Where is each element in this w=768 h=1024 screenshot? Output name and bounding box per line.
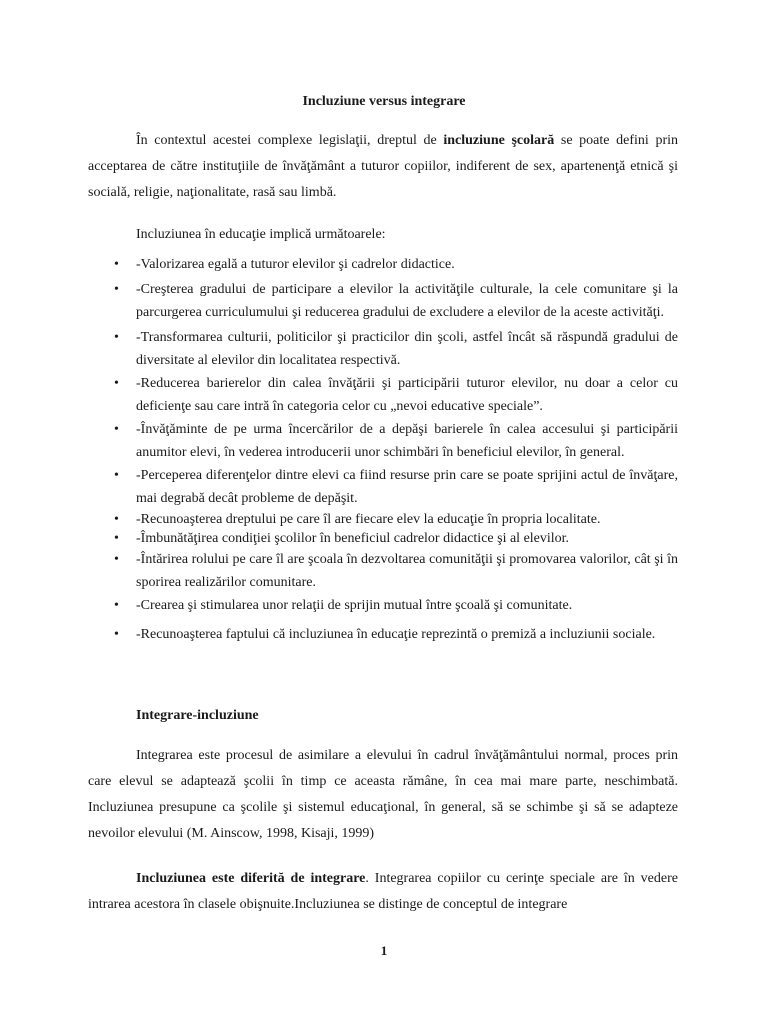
bullet-icon: • [114,531,119,546]
list-item [88,253,678,276]
list-item [88,278,678,324]
difference-paragraph [88,866,678,918]
list-item [88,619,678,651]
bullet-icon: • [114,552,119,567]
bullet-icon: • [114,257,119,272]
list-item [88,548,678,594]
bullet-icon: • [114,422,119,437]
bullet-icon: • [114,598,119,613]
list-item-text: -Valorizarea egală a tuturor elevilor şi cadrelor didactice. [136,257,455,272]
bullet-icon: • [114,376,119,391]
list-item [88,529,678,548]
intro-text-end: se poate defini prin acceptarea de către instituţiile de învăţământ a tuturor copiilor, indiferent de sex, apartenenţă etnică şi socială, religie, naţionalitate, rasă sau limbă. [88,133,678,200]
bullet-icon: • [114,627,119,642]
list-item-text: -Învăţăminte de pe urma încercărilor de a depăşi barierele în calea accesului şi participării anumitor elevi, în vederea introducerii unor schimbări în beneficiul elevilor, în general. [136,422,678,460]
list-item-text: -Perceperea diferenţelor dintre elevi ca fiind resurse prin care se poate sprijini actul de învăţare, mai degrabă decât probleme de depăşit. [136,468,678,506]
intro-text-start: În contextul acestei complexe legislaţii, dreptul de [136,133,444,148]
list-item [88,372,678,418]
list-item [88,326,678,372]
integration-paragraph: Integrarea este procesul de asimilare a elevului în cadrul învăţământului normal, proces prin care elevul se adaptează şcolii în timp ce aceasta rămâne, în cea mai mare parte, neschimbată. Incluziunea presupune ca şcolile şi sistemul educaţional, în general, să se schimbe şi să se adapteze nevoilor elevului (M. Ainscow, 1998, Kisaji, 1999) [88,748,678,841]
list-item-text: -Recunoaşterea faptului că incluziunea în educaţie reprezintă o premiză a incluziunii sociale. [136,627,656,642]
bullet-icon: • [114,282,119,297]
intro-bold-term: incluziune şcolară [443,133,555,148]
difference-bold-term: Incluziunea este diferită de integrare [136,871,366,886]
bullet-list [88,253,678,651]
list-intro: Incluziunea în educaţie implică următoarele: [136,227,386,242]
list-item-text: -Creşterea gradului de participare a elevilor la activităţile culturale, la cele comunitare şi la parcurgerea curriculumului şi reducerea gradului de excludere a elevilor de la aceste activităţi. [136,282,678,320]
page-number: 1 [380,943,388,958]
bullet-icon: • [114,512,119,527]
intro-paragraph [88,128,678,206]
list-item-text: -Recunoaşterea dreptului pe care îl are fiecare elev la educaţie în propria localitate. [136,512,601,527]
list-item-text: -Reducerea barierelor din calea învăţării şi participării tuturor elevilor, nu doar a celor cu deficienţe sau care intră în categoria celor cu „nevoi educative speciale”. [136,376,678,414]
list-item [88,594,678,617]
bullet-icon: • [114,330,119,345]
list-item-text: -Îmbunătăţirea condiţiei şcolilor în beneficiul cadrelor didactice şi al elevilor. [136,531,570,546]
list-item [88,510,678,529]
difference-text: . Integrarea copiilor cu cerinţe speciale are în vedere intrarea acestora în clasele obişnuite.Incluziunea se distinge de conceptul de integrare [88,871,678,912]
list-item-text: -Întărirea rolului pe care îl are şcoala în dezvoltarea comunităţii şi promovarea valorilor, cât şi în sporirea realizărilor comunitare. [136,552,678,590]
list-item-text: -Transformarea culturii, politicilor şi practicilor din şcoli, astfel încât să răspundă gradului de diversitate al elevilor din localitatea respectivă. [136,330,678,368]
list-item [88,418,678,464]
list-item-text: -Crearea şi stimularea unor relaţii de sprijin mutual între şcoală şi comunitate. [136,598,573,613]
list-item [88,464,678,510]
page-title: Incluziune versus integrare [302,94,466,109]
section-heading: Integrare-incluziune [136,708,259,723]
bullet-icon: • [114,468,119,483]
